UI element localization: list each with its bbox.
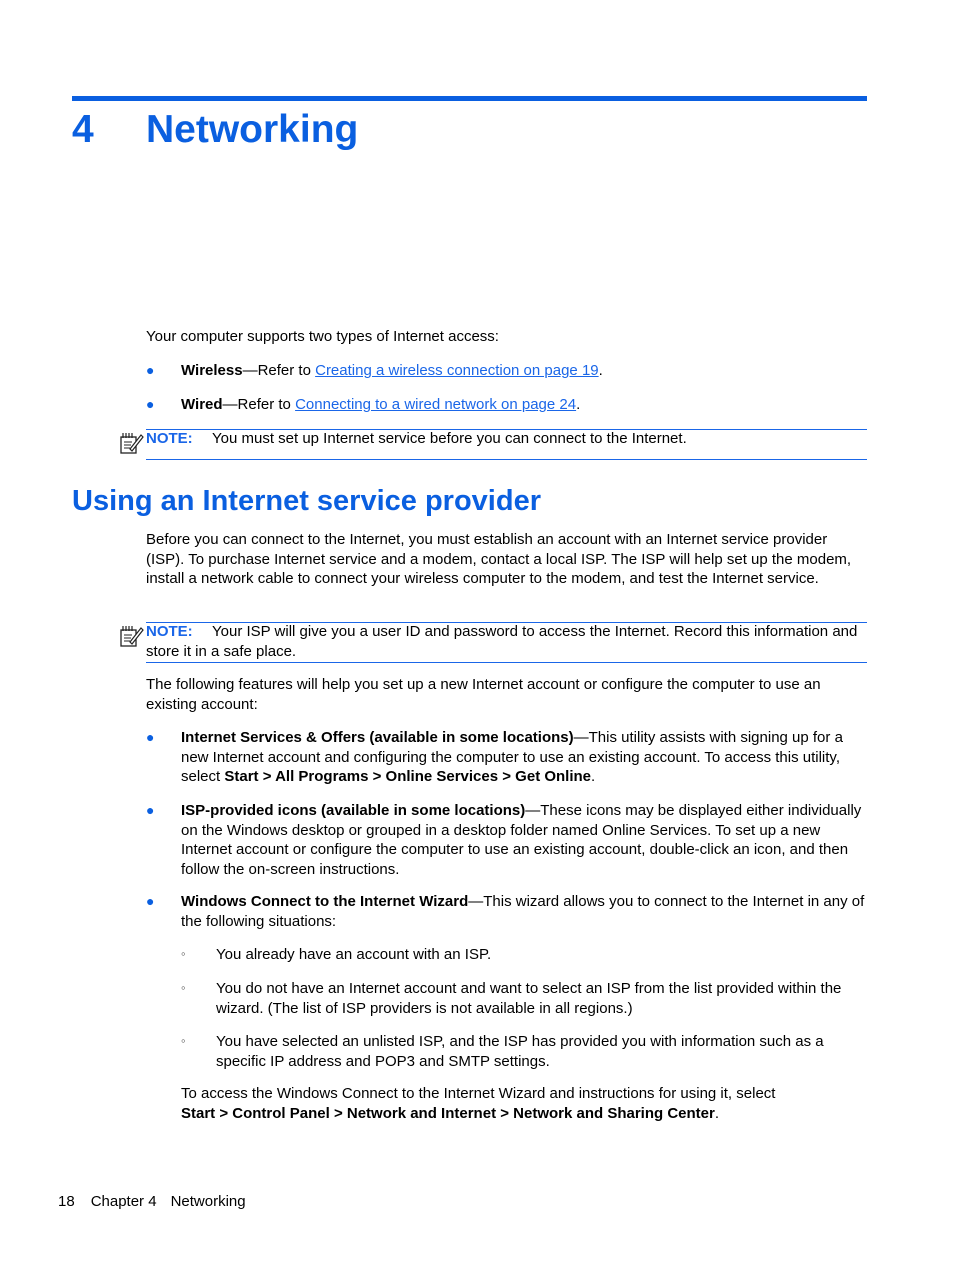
footer-title: Networking — [170, 1193, 246, 1210]
closing-text: To access the Windows Connect to the Internet Wizard and instructions for using it, select — [181, 1085, 776, 1102]
note-box — [118, 622, 868, 663]
situation-text: You do not have an Internet account and want to select an ISP from the list provided within the wizard. (The list of ISP providers is not available in all regions.) — [216, 980, 842, 1017]
ring-bullet-icon: ◦ — [181, 946, 186, 961]
note-label: NOTE: — [146, 623, 193, 640]
note-text: Your ISP will give you a user ID and password to access the Internet. Record this information and store it in a safe place. — [146, 623, 858, 660]
item-sep: —Refer to — [222, 396, 296, 413]
feature-end: . — [591, 768, 596, 785]
situation-text: You have selected an unlisted ISP, and the ISP has provided you with information such as a specific IP address and POP3 and SMTP settings. — [216, 1033, 824, 1070]
page-number: 18 — [58, 1193, 75, 1210]
note-rule-bottom — [146, 459, 867, 460]
chapter-number: 4 — [72, 108, 94, 151]
note-label: NOTE: — [146, 430, 193, 447]
page-footer — [58, 1192, 262, 1212]
wireless-link[interactable]: Creating a wireless connection on page 19 — [315, 362, 599, 379]
footer-chapter: Chapter 4 — [90, 1193, 157, 1210]
section-paragraph: Before you can connect to the Internet, you must establish an account with an Internet service provider (ISP). To purchase Internet service and a modem, contact a local ISP. The ISP will help set up the modem, install a network cable to connect your wireless computer to the modem, and test the Internet service. — [146, 531, 852, 587]
item-end: . — [576, 396, 581, 413]
situation-text: You already have an account with an ISP. — [216, 946, 492, 963]
menu-path: Start > All Programs > Online Services > Get Online — [224, 768, 592, 785]
chapter-rule — [72, 96, 867, 101]
note-pencil-icon — [118, 431, 144, 455]
item-end: . — [598, 362, 603, 379]
ring-bullet-icon: ◦ — [181, 980, 186, 995]
item-label: Wireless — [181, 362, 243, 379]
intro-text: Your computer supports two types of Internet access: — [146, 328, 499, 345]
feature-name: Windows Connect to the Internet Wizard — [181, 893, 469, 910]
closing-end: . — [714, 1104, 720, 1122]
item-label: Wired — [181, 396, 223, 413]
section-title: Using an Internet service provider — [72, 485, 541, 517]
feature-text: —These icons may be displayed either individually on the Windows desktop or grouped in a desktop folder named Online Services. To set up a new Internet account or configure the computer to use an existing account, double-click an icon, and then follow the on-screen instructions. — [181, 802, 862, 878]
feature-name: Internet Services & Offers (available in some locations) — [181, 729, 574, 746]
bullet-icon: ● — [146, 893, 155, 909]
menu-path: Start > Control Panel > Network and Internet > Network and Sharing Center — [181, 1104, 715, 1122]
bullet-icon: ● — [146, 729, 155, 745]
feature-text: —This utility assists with signing up for a new Internet account and configuring the computer to use an existing account. To access this utility, select — [181, 729, 843, 785]
closing-paragraph — [181, 1084, 868, 1123]
item-sep: —Refer to — [242, 362, 316, 379]
feature-name: ISP-provided icons (available in some locations) — [181, 802, 526, 819]
note-pencil-icon — [118, 624, 144, 648]
note-rule-bottom — [146, 662, 867, 663]
bullet-icon: ● — [146, 396, 155, 412]
note-box — [118, 429, 868, 460]
section-paragraph: The following features will help you set up a new Internet account or configure the computer to use an existing account: — [146, 676, 821, 713]
wired-link[interactable]: Connecting to a wired network on page 24 — [295, 396, 577, 413]
ring-bullet-icon: ◦ — [181, 1033, 186, 1048]
feature-text: —This wizard allows you to connect to the Internet in any of the following situations: — [181, 893, 865, 930]
bullet-icon: ● — [146, 362, 155, 378]
note-text: You must set up Internet service before you can connect to the Internet. — [212, 430, 687, 447]
bullet-icon: ● — [146, 802, 155, 818]
chapter-title: Networking — [146, 108, 359, 151]
